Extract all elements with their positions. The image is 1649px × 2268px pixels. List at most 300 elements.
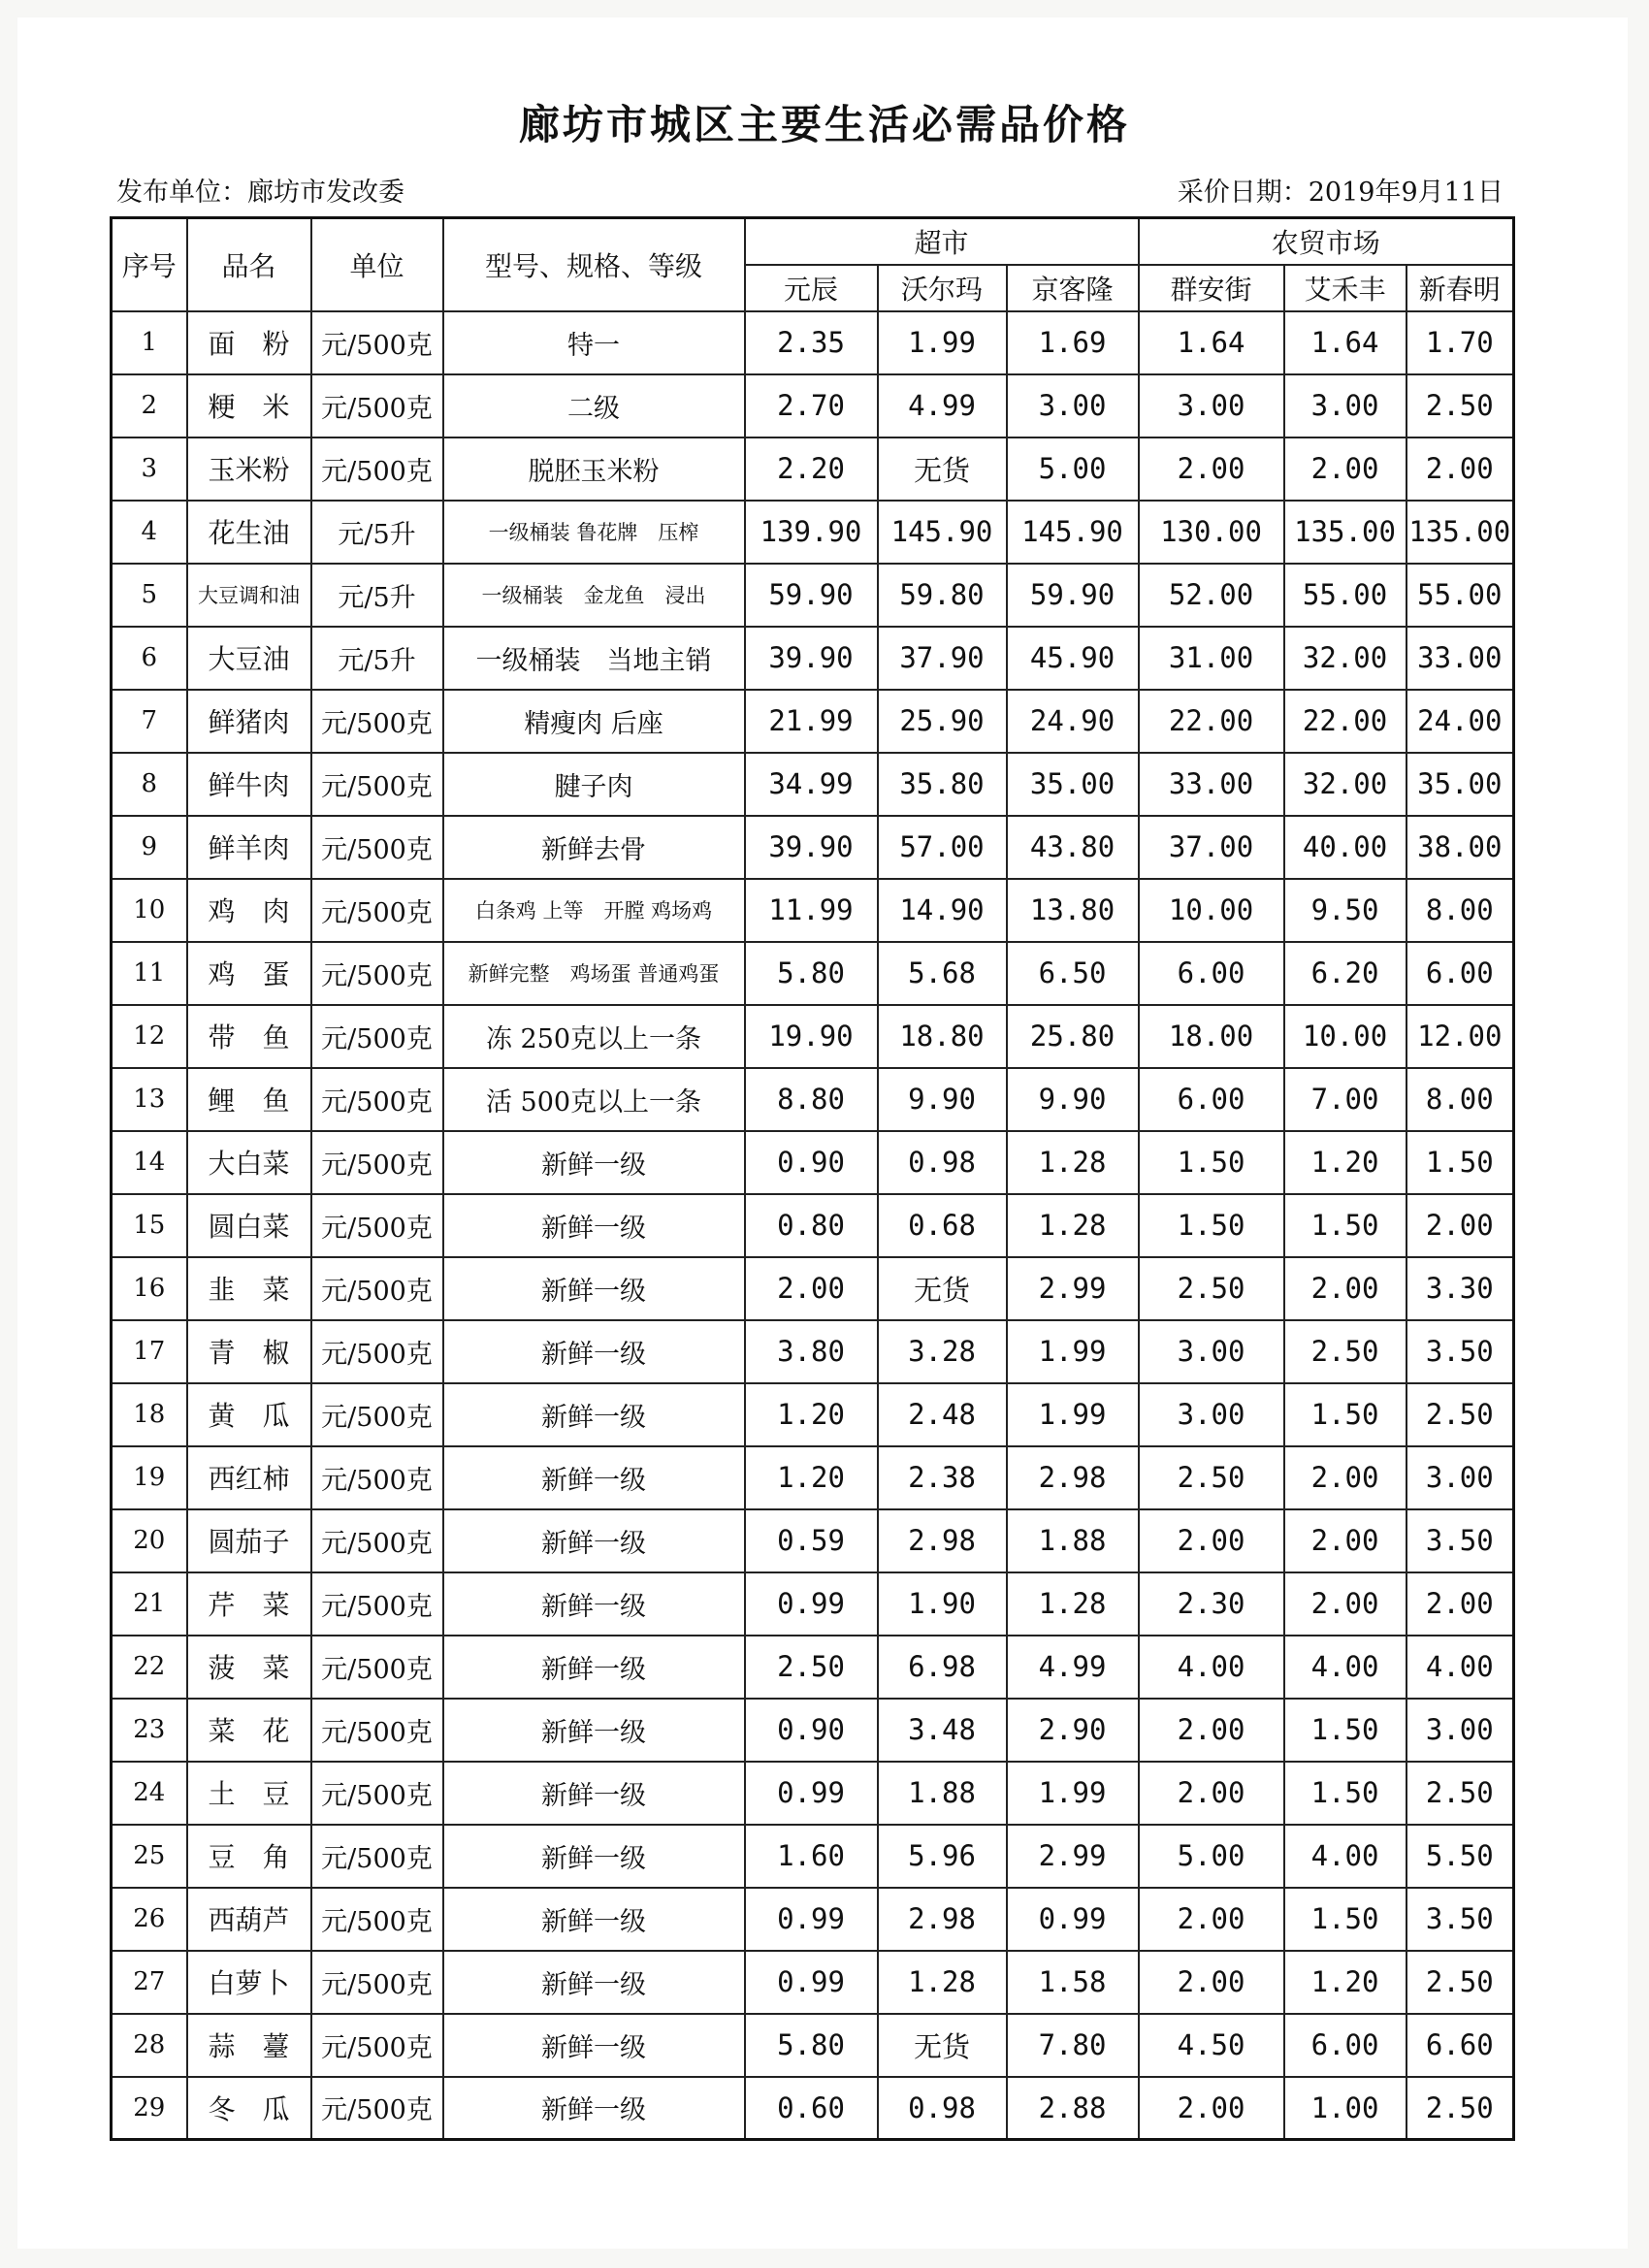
unit-cell: 元/500克 [311,690,443,753]
product-name-cell: 带 鱼 [187,1005,311,1068]
price-cell: 0.80 [745,1194,878,1257]
price-cell: 4.99 [878,374,1007,437]
price-cell: 2.00 [1139,1699,1284,1762]
price-cell: 7.80 [1007,2014,1139,2077]
price-cell: 0.99 [745,1572,878,1636]
row-index-cell: 2 [112,374,187,437]
unit-cell: 元/500克 [311,1636,443,1699]
product-name-cell: 大白菜 [187,1131,311,1194]
unit-cell: 元/500克 [311,1257,443,1320]
price-cell: 6.20 [1284,942,1406,1005]
product-name-cell: 圆茄子 [187,1509,311,1572]
price-cell: 1.20 [745,1383,878,1446]
price-cell: 35.80 [878,753,1007,816]
price-cell: 10.00 [1139,879,1284,942]
price-cell: 3.50 [1406,1320,1514,1383]
row-index-cell: 4 [112,501,187,564]
price-cell: 18.00 [1139,1005,1284,1068]
price-cell: 32.00 [1284,753,1406,816]
table-row [112,374,1514,437]
col-header-store: 艾禾丰 [1284,265,1406,311]
product-name-cell: 鸡 肉 [187,879,311,942]
price-cell: 3.50 [1406,1509,1514,1572]
price-cell: 2.00 [1284,1257,1406,1320]
table-row [112,1572,1514,1636]
price-cell: 0.59 [745,1509,878,1572]
price-cell: 4.00 [1406,1636,1514,1699]
price-cell: 1.28 [1007,1572,1139,1636]
price-cell: 0.68 [878,1194,1007,1257]
spec-cell: 白条鸡 上等 开膛 鸡场鸡 [443,879,745,942]
table-row [112,311,1514,374]
price-cell: 2.00 [1139,1888,1284,1951]
header-row-groups [112,218,1514,265]
price-cell: 1.99 [878,311,1007,374]
row-index-cell: 3 [112,437,187,501]
row-index-cell: 1 [112,311,187,374]
product-name-cell: 鲜牛肉 [187,753,311,816]
row-index-cell: 8 [112,753,187,816]
price-cell: 3.00 [1406,1699,1514,1762]
price-cell: 2.88 [1007,2077,1139,2140]
row-index-cell: 9 [112,816,187,879]
price-cell: 2.00 [1139,1951,1284,2014]
table-row [112,2077,1514,2140]
price-cell: 2.00 [1139,437,1284,501]
price-cell: 4.50 [1139,2014,1284,2077]
spec-cell: 新鲜一级 [443,1194,745,1257]
price-cell: 3.00 [1139,1320,1284,1383]
price-cell: 1.28 [878,1951,1007,2014]
price-cell: 43.80 [1007,816,1139,879]
spec-cell: 新鲜一级 [443,2014,745,2077]
price-cell: 4.00 [1139,1636,1284,1699]
row-index-cell: 6 [112,627,187,690]
product-name-cell: 韭 菜 [187,1257,311,1320]
spec-cell: 新鲜一级 [443,1572,745,1636]
spec-cell: 新鲜一级 [443,1825,745,1888]
col-header-store: 元辰 [745,265,878,311]
price-cell: 39.90 [745,816,878,879]
price-cell: 1.88 [1007,1509,1139,1572]
price-cell: 0.98 [878,2077,1007,2140]
price-cell: 39.90 [745,627,878,690]
price-cell: 0.90 [745,1131,878,1194]
price-cell: 6.00 [1139,942,1284,1005]
price-cell: 37.90 [878,627,1007,690]
unit-cell: 元/500克 [311,1888,443,1951]
table-row [112,1509,1514,1572]
price-cell: 2.99 [1007,1257,1139,1320]
row-index-cell: 18 [112,1383,187,1446]
row-index-cell: 21 [112,1572,187,1636]
table-row [112,1320,1514,1383]
table-row [112,879,1514,942]
price-cell: 6.00 [1284,2014,1406,2077]
col-header-spec: 型号、规格、等级 [443,218,745,311]
row-index-cell: 25 [112,1825,187,1888]
row-index-cell: 28 [112,2014,187,2077]
price-cell: 145.90 [878,501,1007,564]
row-index-cell: 12 [112,1005,187,1068]
price-cell: 2.50 [1406,2077,1514,2140]
price-cell: 1.90 [878,1572,1007,1636]
table-row [112,816,1514,879]
price-cell: 9.90 [878,1068,1007,1131]
table-row [112,690,1514,753]
col-header-store: 新春明 [1406,265,1514,311]
product-name-cell: 青 椒 [187,1320,311,1383]
price-cell: 11.99 [745,879,878,942]
price-cell: 0.99 [745,1762,878,1825]
row-index-cell: 15 [112,1194,187,1257]
product-name-cell: 西红柿 [187,1446,311,1509]
row-index-cell: 13 [112,1068,187,1131]
price-cell: 2.50 [1284,1320,1406,1383]
price-cell: 6.50 [1007,942,1139,1005]
table-row [112,1131,1514,1194]
col-group-farmers-market: 农贸市场 [1139,218,1514,265]
table-row [112,1068,1514,1131]
spec-cell: 新鲜一级 [443,1951,745,2014]
price-cell: 无货 [878,2014,1007,2077]
spec-cell: 腱子肉 [443,753,745,816]
table-row [112,1951,1514,2014]
unit-cell: 元/500克 [311,753,443,816]
product-name-cell: 蒜 薹 [187,2014,311,2077]
price-cell: 35.00 [1406,753,1514,816]
product-name-cell: 西葫芦 [187,1888,311,1951]
price-cell: 24.90 [1007,690,1139,753]
price-cell: 0.99 [745,1888,878,1951]
unit-cell: 元/5升 [311,501,443,564]
price-cell: 1.99 [1007,1762,1139,1825]
col-header-index: 序号 [112,218,187,311]
price-cell: 2.38 [878,1446,1007,1509]
price-cell: 8.00 [1406,1068,1514,1131]
price-cell: 1.99 [1007,1320,1139,1383]
price-cell: 25.90 [878,690,1007,753]
price-cell: 1.58 [1007,1951,1139,2014]
spec-cell: 新鲜一级 [443,1257,745,1320]
unit-cell: 元/500克 [311,1320,443,1383]
price-cell: 6.98 [878,1636,1007,1699]
unit-cell: 元/500克 [311,437,443,501]
unit-cell: 元/500克 [311,1068,443,1131]
table-row [112,1888,1514,1951]
price-cell: 31.00 [1139,627,1284,690]
unit-cell: 元/500克 [311,1825,443,1888]
price-cell: 2.90 [1007,1699,1139,1762]
price-cell: 2.00 [1284,1572,1406,1636]
price-cell: 6.60 [1406,2014,1514,2077]
unit-cell: 元/500克 [311,942,443,1005]
spec-cell: 新鲜一级 [443,1320,745,1383]
price-cell: 2.50 [1139,1257,1284,1320]
price-cell: 34.99 [745,753,878,816]
price-cell: 5.50 [1406,1825,1514,1888]
price-cell: 55.00 [1406,564,1514,627]
unit-cell: 元/5升 [311,564,443,627]
row-index-cell: 24 [112,1762,187,1825]
spec-cell: 特一 [443,311,745,374]
price-cell: 45.90 [1007,627,1139,690]
product-name-cell: 鲜羊肉 [187,816,311,879]
unit-cell: 元/500克 [311,1699,443,1762]
price-cell: 2.70 [745,374,878,437]
table-row [112,437,1514,501]
row-index-cell: 7 [112,690,187,753]
price-cell: 2.50 [1406,1383,1514,1446]
unit-cell: 元/500克 [311,816,443,879]
price-cell: 1.28 [1007,1194,1139,1257]
price-cell: 2.00 [1284,1446,1406,1509]
row-index-cell: 27 [112,1951,187,2014]
price-cell: 55.00 [1284,564,1406,627]
table-row [112,753,1514,816]
price-cell: 8.80 [745,1068,878,1131]
unit-cell: 元/500克 [311,879,443,942]
price-cell: 1.64 [1284,311,1406,374]
table-row [112,1699,1514,1762]
row-index-cell: 14 [112,1131,187,1194]
price-cell: 1.50 [1139,1131,1284,1194]
price-cell: 1.70 [1406,311,1514,374]
price-cell: 130.00 [1139,501,1284,564]
price-cell: 2.48 [878,1383,1007,1446]
product-name-cell: 芹 菜 [187,1572,311,1636]
price-cell: 7.00 [1284,1068,1406,1131]
price-cell: 0.90 [745,1699,878,1762]
price-cell: 1.50 [1284,1888,1406,1951]
spec-cell: 新鲜去骨 [443,816,745,879]
price-cell: 10.00 [1284,1005,1406,1068]
spec-cell: 新鲜完整 鸡场蛋 普通鸡蛋 [443,942,745,1005]
unit-cell: 元/500克 [311,374,443,437]
table-row [112,1257,1514,1320]
price-cell: 59.90 [1007,564,1139,627]
price-cell: 2.50 [1406,374,1514,437]
unit-cell: 元/500克 [311,1572,443,1636]
col-header-store: 京客隆 [1007,265,1139,311]
col-header-store: 沃尔玛 [878,265,1007,311]
price-cell: 1.88 [878,1762,1007,1825]
price-cell: 2.98 [1007,1446,1139,1509]
product-name-cell: 白萝卜 [187,1951,311,2014]
product-name-cell: 鲜猪肉 [187,690,311,753]
price-cell: 139.90 [745,501,878,564]
col-group-supermarket: 超市 [745,218,1139,265]
price-cell: 13.80 [1007,879,1139,942]
table-row [112,627,1514,690]
price-cell: 3.00 [1284,374,1406,437]
product-name-cell: 玉米粉 [187,437,311,501]
table-row [112,564,1514,627]
price-cell: 2.98 [878,1509,1007,1572]
unit-cell: 元/500克 [311,1762,443,1825]
unit-cell: 元/5升 [311,627,443,690]
col-header-store: 群安街 [1139,265,1284,311]
price-cell: 2.00 [1139,2077,1284,2140]
price-cell: 2.00 [1406,437,1514,501]
spec-cell: 精瘦肉 后座 [443,690,745,753]
price-cell: 1.20 [745,1446,878,1509]
product-name-cell: 大豆调和油 [187,564,311,627]
unit-cell: 元/500克 [311,1131,443,1194]
price-cell: 1.50 [1284,1194,1406,1257]
unit-cell: 元/500克 [311,1509,443,1572]
unit-cell: 元/500克 [311,1446,443,1509]
product-name-cell: 圆白菜 [187,1194,311,1257]
price-cell: 1.50 [1284,1699,1406,1762]
product-name-cell: 鲤 鱼 [187,1068,311,1131]
price-cell: 59.90 [745,564,878,627]
price-cell: 33.00 [1139,753,1284,816]
row-index-cell: 20 [112,1509,187,1572]
product-name-cell: 冬 瓜 [187,2077,311,2140]
price-cell: 35.00 [1007,753,1139,816]
price-cell: 9.90 [1007,1068,1139,1131]
publisher-label: 发布单位：廊坊市发改委 [116,178,404,208]
unit-cell: 元/500克 [311,2014,443,2077]
row-index-cell: 10 [112,879,187,942]
price-cell: 2.35 [745,311,878,374]
spec-cell: 一级桶装 鲁花牌 压榨 [443,501,745,564]
price-cell: 2.50 [1139,1446,1284,1509]
price-cell: 59.80 [878,564,1007,627]
spec-cell: 一级桶装 金龙鱼 浸出 [443,564,745,627]
spec-cell: 新鲜一级 [443,1888,745,1951]
price-cell: 2.00 [1406,1572,1514,1636]
price-cell: 9.50 [1284,879,1406,942]
price-cell: 0.60 [745,2077,878,2140]
price-cell: 22.00 [1139,690,1284,753]
price-cell: 0.98 [878,1131,1007,1194]
spec-cell: 新鲜一级 [443,1636,745,1699]
spec-cell: 新鲜一级 [443,1699,745,1762]
price-cell: 3.80 [745,1320,878,1383]
unit-cell: 元/500克 [311,1005,443,1068]
price-cell: 52.00 [1139,564,1284,627]
spec-cell: 一级桶装 当地主销 [443,627,745,690]
price-cell: 25.80 [1007,1005,1139,1068]
price-cell: 无货 [878,1257,1007,1320]
price-cell: 22.00 [1284,690,1406,753]
price-cell: 3.30 [1406,1257,1514,1320]
price-cell: 3.28 [878,1320,1007,1383]
price-cell: 0.99 [1007,1888,1139,1951]
price-cell: 1.60 [745,1825,878,1888]
price-cell: 1.00 [1284,2077,1406,2140]
unit-cell: 元/500克 [311,1383,443,1446]
price-cell: 2.00 [1284,1509,1406,1572]
price-cell: 3.50 [1406,1888,1514,1951]
price-cell: 2.50 [745,1636,878,1699]
price-cell: 1.20 [1284,1951,1406,2014]
price-cell: 14.90 [878,879,1007,942]
price-cell: 32.00 [1284,627,1406,690]
row-index-cell: 23 [112,1699,187,1762]
price-cell: 57.00 [878,816,1007,879]
price-cell: 12.00 [1406,1005,1514,1068]
spec-cell: 二级 [443,374,745,437]
price-cell: 4.99 [1007,1636,1139,1699]
spec-cell: 脱胚玉米粉 [443,437,745,501]
table-row [112,1762,1514,1825]
price-cell: 33.00 [1406,627,1514,690]
price-cell: 2.00 [1139,1762,1284,1825]
price-cell: 18.80 [878,1005,1007,1068]
price-cell: 1.50 [1406,1131,1514,1194]
price-cell: 0.99 [745,1951,878,2014]
spec-cell: 新鲜一级 [443,1383,745,1446]
price-cell: 3.00 [1406,1446,1514,1509]
price-cell: 145.90 [1007,501,1139,564]
price-cell: 1.50 [1139,1194,1284,1257]
unit-cell: 元/500克 [311,311,443,374]
price-cell: 2.50 [1406,1762,1514,1825]
price-cell: 2.00 [745,1257,878,1320]
document-title: 廊坊市城区主要生活必需品价格 [518,101,1130,148]
row-index-cell: 26 [112,1888,187,1951]
unit-cell: 元/500克 [311,1951,443,2014]
price-cell: 5.80 [745,2014,878,2077]
spec-cell: 冻 250克以上一条 [443,1005,745,1068]
price-cell: 3.00 [1007,374,1139,437]
col-header-name: 品名 [187,218,311,311]
table-row [112,1446,1514,1509]
price-cell: 2.30 [1139,1572,1284,1636]
table-row [112,942,1514,1005]
price-cell: 21.99 [745,690,878,753]
row-index-cell: 29 [112,2077,187,2140]
price-cell: 1.28 [1007,1131,1139,1194]
table-row [112,1825,1514,1888]
col-header-unit: 单位 [311,218,443,311]
table-row [112,501,1514,564]
price-cell: 2.00 [1284,437,1406,501]
unit-cell: 元/500克 [311,1194,443,1257]
product-name-cell: 豆 角 [187,1825,311,1888]
price-cell: 2.00 [1406,1194,1514,1257]
spec-cell: 新鲜一级 [443,1131,745,1194]
spec-cell: 活 500克以上一条 [443,1068,745,1131]
price-cell: 1.99 [1007,1383,1139,1446]
product-name-cell: 粳 米 [187,374,311,437]
price-cell: 6.00 [1139,1068,1284,1131]
price-cell: 3.00 [1139,374,1284,437]
survey-date-label: 采价日期：2019年9月11日 [1177,178,1504,208]
price-cell: 4.00 [1284,1636,1406,1699]
unit-cell: 元/500克 [311,2077,443,2140]
price-cell: 2.99 [1007,1825,1139,1888]
price-cell: 2.20 [745,437,878,501]
price-cell: 1.20 [1284,1131,1406,1194]
row-index-cell: 17 [112,1320,187,1383]
price-cell: 3.48 [878,1699,1007,1762]
spec-cell: 新鲜一级 [443,2077,745,2140]
price-cell: 1.50 [1284,1762,1406,1825]
spec-cell: 新鲜一级 [443,1509,745,1572]
product-name-cell: 菜 花 [187,1699,311,1762]
price-cell: 4.00 [1284,1825,1406,1888]
price-cell: 6.00 [1406,942,1514,1005]
table-row [112,2014,1514,2077]
price-cell: 5.00 [1007,437,1139,501]
row-index-cell: 22 [112,1636,187,1699]
table-row [112,1194,1514,1257]
price-cell: 2.98 [878,1888,1007,1951]
